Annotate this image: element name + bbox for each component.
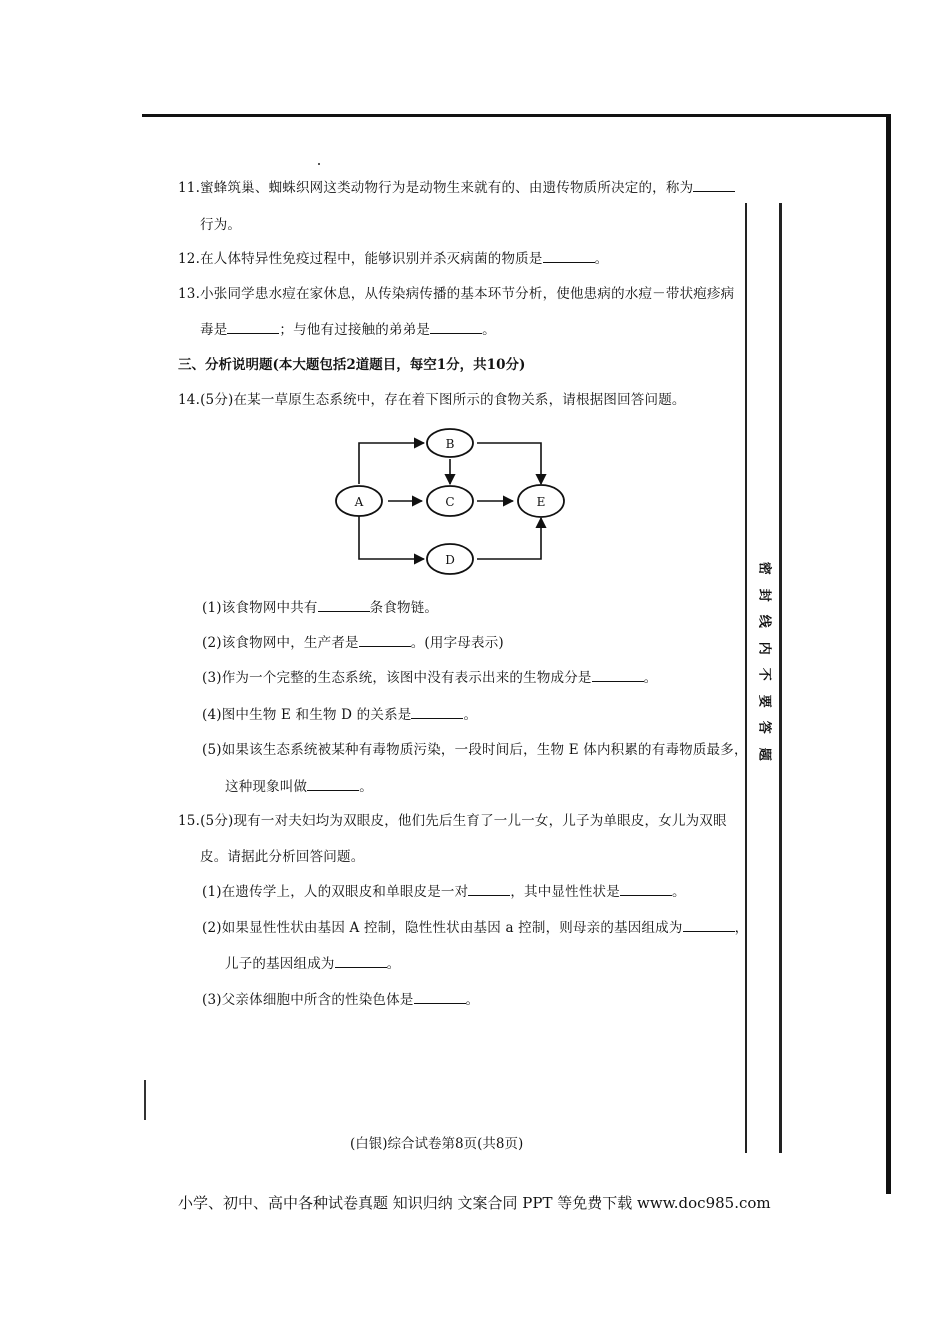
answer-blank[interactable] [411,706,463,719]
sub-question-text: (5)如果该生态系统被某种有毒物质污染，一段时间后，生物 E 体内积累的有毒物质最多， [202,742,748,758]
sub-question-text: (4)图中生物 E 和生物 D 的关系是 [202,707,412,723]
answer-blank[interactable] [468,883,510,896]
sub-question-text-end: 。(用字母表示) [410,635,504,651]
sub-question-text: (1)在遗传学上，人的双眼皮和单眼皮是一对 [202,884,469,900]
punctuation: 。 [671,884,686,900]
question-15-line-1 [178,809,727,829]
seal-char: 封 [756,588,772,602]
sub-question-text-mid: ，其中显性性状是 [510,884,620,900]
question-11-text-cont: 行为。 [200,217,242,233]
punctuation: ， [734,920,749,936]
answer-blank[interactable] [592,669,644,682]
seal-char: 答 [756,720,772,734]
seal-char: 要 [756,694,772,708]
node-c-label: C [445,495,455,509]
node-e-label: E [536,495,546,509]
answer-blank[interactable] [359,634,411,647]
question-13-text: 13.小张同学患水痘在家休息，从传染病传播的基本环节分析，使他患病的水痘－带状疱疹病 [178,286,735,302]
seal-char: 不 [756,667,772,681]
right-border-line [886,114,891,1194]
question-15-sub-2 [202,916,748,936]
question-15-line-2 [200,845,364,865]
question-13-text-b: ；与他有过接触的弟弟是 [279,322,431,338]
arrow-a-to-b [359,443,424,484]
sub-question-text: (2)该食物网中，生产者是 [202,635,359,651]
answer-blank[interactable] [693,179,735,192]
question-14-sub-1 [202,596,438,616]
question-15-sub-3 [202,988,479,1008]
question-14-sub-2 [202,631,504,651]
answer-blank[interactable] [683,919,735,932]
seal-char: 内 [756,641,772,655]
top-border-line [142,114,890,117]
section-3-heading: 三、分析说明题(本大题包括2道题目，每空1分，共10分) [178,357,526,373]
question-15-sub-1 [202,880,686,900]
arrow-d-to-e [477,518,541,559]
arrow-a-to-d [359,516,424,559]
answer-blank[interactable] [414,991,466,1004]
question-15-text: 15.(5分)现有一对夫妇均为双眼皮，他们先后生育了一儿一女，儿子为单眼皮，女儿为双眼 [178,813,727,829]
question-11-line-1 [178,176,735,196]
scan-speck [318,163,320,165]
sub-question-text: (1)该食物网中共有 [202,600,318,616]
question-15-sub-2-line-2 [225,952,400,972]
sub-question-text-cont: 这种现象叫做 [225,779,308,795]
sub-question-text: (3)父亲体细胞中所含的性染色体是 [202,992,414,1008]
question-13-text-a: 毒是 [200,322,228,338]
punctuation: 。 [386,956,401,972]
page-number-footer: (白银)综合试卷第8页(共8页) [350,1136,524,1152]
seal-char: 题 [756,747,772,761]
answer-blank[interactable] [620,883,672,896]
question-12-text: 12.在人体特异性免疫过程中，能够识别并杀灭病菌的物质是 [178,251,543,267]
answer-blank[interactable] [318,599,370,612]
seal-line-notice [752,555,774,767]
sub-question-text-cont: 儿子的基因组成为 [225,956,335,972]
seal-line-inner [745,203,747,1153]
seal-line-outer [779,203,782,1153]
arrow-b-to-e [477,443,541,484]
question-14-sub-3 [202,666,657,686]
question-14-sub-4 [202,703,477,723]
answer-blank[interactable] [335,955,387,968]
node-b-label: B [445,437,455,451]
question-14-sub-5-line-1 [202,738,748,758]
question-15-text-cont: 皮。请据此分析回答问题。 [200,849,365,865]
sub-question-text: (3)作为一个完整的生态系统，该图中没有表示出来的生物成分是 [202,670,592,686]
node-d-label: D [445,553,455,567]
question-14-text: 14.(5分)在某一草原生态系统中，存在着下图所示的食物关系，请根据图回答问题。 [178,392,686,408]
answer-blank[interactable] [543,250,595,263]
question-13-line-2 [200,318,496,338]
question-11-line-2 [200,213,241,233]
question-14-stem [178,388,686,408]
question-12 [178,247,608,267]
left-border-mark [144,1080,146,1120]
seal-char: 线 [756,614,772,628]
food-web-diagram [330,428,580,578]
answer-blank[interactable] [430,321,482,334]
sub-question-text: (2)如果显性性状由基因 A 控制，隐性性状由基因 a 控制，则母亲的基因组成为 [202,920,683,936]
punctuation: 。 [594,251,609,267]
punctuation: 。 [359,779,373,795]
question-14-sub-5-line-2 [225,775,373,795]
download-site-footer: 小学、初中、高中各种试卷真题 知识归纳 文案合同 PPT 等免费下载 www.doc985.com [178,1194,771,1212]
node-a-label: A [354,495,364,509]
punctuation: 。 [643,670,658,686]
question-13-line-1 [178,282,734,302]
answer-blank[interactable] [227,321,279,334]
punctuation: 。 [463,707,478,723]
punctuation: 。 [482,322,496,338]
seal-char: 密 [756,561,772,575]
answer-blank[interactable] [307,778,359,791]
punctuation: 。 [465,992,480,1008]
question-11-text: 11.蜜蜂筑巢、蜘蛛织网这类动物行为是动物生来就有的、由遗传物质所决定的，称为 [178,180,694,196]
sub-question-text-end: 条食物链。 [369,600,439,616]
